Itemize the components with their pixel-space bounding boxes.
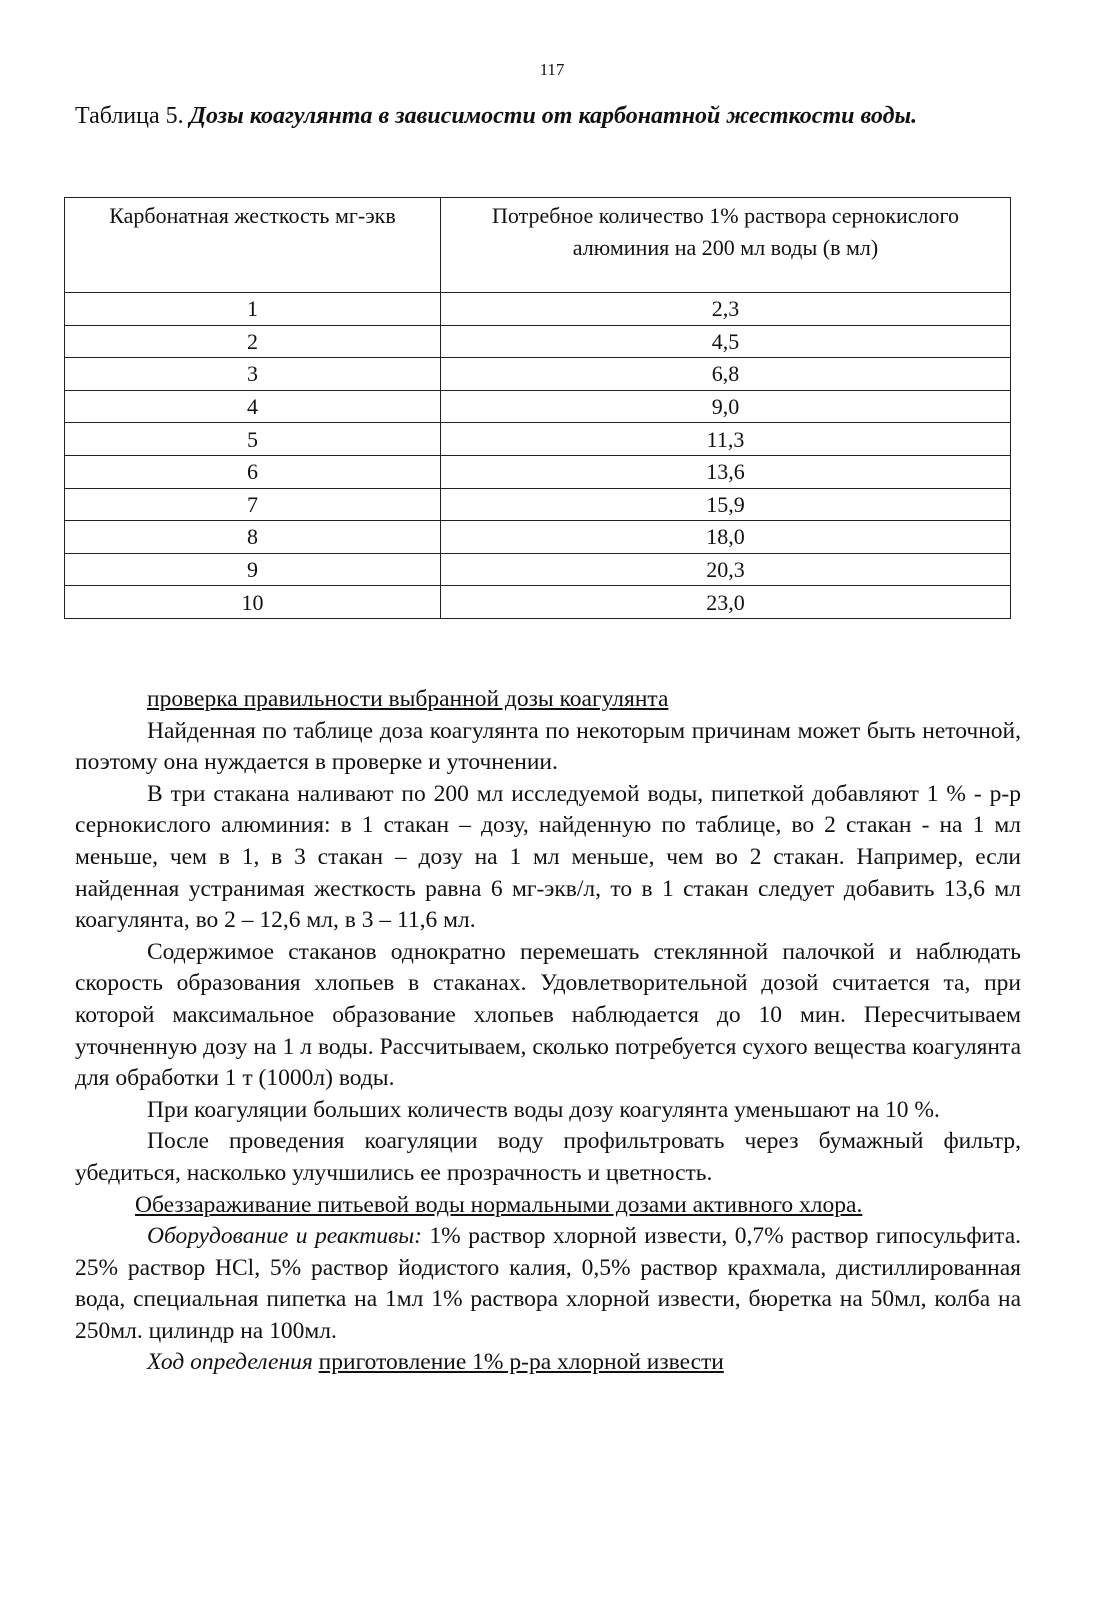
equipment-text: 1% раствор хлорной извести, 0,7% раствор гипосульфита. 25% раствор HCl, 5% раствор йодистого калия, 0,5% раствор крахмала, дистиллированная вода, специальная пипетка на 1мл 1% раствора хлорной извести, бюретка на 50мл, колба на 250мл. цилиндр на 100мл. <box>75 1223 1022 1344</box>
hardness-cell: 9 <box>65 553 441 586</box>
table-row <box>65 325 1011 358</box>
procedure-text: приготовление 1% р-ра хлорной извести <box>318 1349 724 1376</box>
hardness-cell: 7 <box>65 488 441 521</box>
table-row <box>65 423 1011 456</box>
table-row <box>65 358 1011 391</box>
paragraph: Содержимое стаканов однократно перемешать стеклянной палочкой и наблюдать скорость образования хлопьев в стаканах. Удовлетворительной дозой считается та, при которой максимальное образование хлопьев наблюдается до 10 мин. Пересчитываем уточненную дозу на 1 л воды. Рассчитываем, сколько потребуется сухого вещества коагулянта для обработки 1 т (1000л) воды. <box>75 938 1021 1092</box>
body-text <box>75 684 1021 1379</box>
hardness-cell: 1 <box>65 293 441 326</box>
table-caption-title: Дозы коагулянта в зависимости от карбонатной жесткости воды. <box>189 103 918 129</box>
paragraph: В три стакана наливают по 200 мл исследуемой воды, пипеткой добавляют 1 % - р-р сернокислого алюминия: в 1 стакан – дозу, найденную по таблице, во 2 стакан - на 1 мл меньше, чем в 1, в 3 стакан – дозу на 1 мл меньше, чем во 2 стакан. Например, если найденная устранимая жесткость равна 6 мг-экв/л, то в 1 стакан следует добавить 13,6 мл коагулянта, во 2 – 12,6 мл, в 3 – 11,6 мл. <box>75 780 1021 934</box>
section-heading-disinfection: Обеззараживание питьевой воды нормальными дозами активного хлора. <box>135 1191 863 1218</box>
procedure-label: Ход определения <box>147 1349 313 1376</box>
hardness-cell: 6 <box>65 455 441 488</box>
hardness-cell: 5 <box>65 423 441 456</box>
column-header-amount: Потребное количество 1% раствора сернокислого алюминия на 200 мл воды (в мл) <box>441 198 1011 293</box>
table-caption-label: Таблица 5. <box>75 103 184 129</box>
hardness-cell: 4 <box>65 390 441 423</box>
equipment-paragraph <box>75 1221 1021 1347</box>
section-heading-dose-check: проверка правильности выбранной дозы коагулянта <box>147 686 669 712</box>
hardness-cell: 2 <box>65 325 441 358</box>
amount-cell: 23,0 <box>441 586 1011 619</box>
table-row <box>65 553 1011 586</box>
table-row <box>65 586 1011 619</box>
paragraph: При коагуляции больших количеств воды дозу коагулянта уменьшают на 10 %. <box>147 1096 940 1123</box>
table-row <box>65 488 1011 521</box>
paragraph: Найденная по таблице доза коагулянта по некоторым причинам может быть неточной, поэтому она нуждается в проверке и уточнении. <box>75 717 1021 776</box>
paragraph: После проведения коагуляции воду профильтровать через бумажный фильтр, убедиться, насколько улучшились ее прозрачность и цветность. <box>75 1128 1021 1186</box>
table-row <box>65 293 1011 326</box>
table-row <box>65 390 1011 423</box>
column-header-hardness: Карбонатная жесткость мг-экв <box>65 198 441 293</box>
hardness-cell: 3 <box>65 358 441 391</box>
table-header-row <box>65 198 1011 293</box>
amount-cell: 6,8 <box>441 358 1011 391</box>
amount-cell: 15,9 <box>441 488 1011 521</box>
procedure-paragraph <box>75 1347 1021 1379</box>
amount-cell: 20,3 <box>441 553 1011 586</box>
amount-cell: 2,3 <box>441 293 1011 326</box>
amount-cell: 13,6 <box>441 455 1011 488</box>
coagulant-dose-table <box>64 197 1011 619</box>
amount-cell: 18,0 <box>441 521 1011 554</box>
amount-cell: 11,3 <box>441 423 1011 456</box>
equipment-label: Оборудование и реактивы: <box>147 1223 422 1250</box>
table-row <box>65 455 1011 488</box>
hardness-cell: 8 <box>65 521 441 554</box>
hardness-cell: 10 <box>65 586 441 619</box>
table-row <box>65 521 1011 554</box>
page-number: 117 <box>539 60 565 79</box>
amount-cell: 9,0 <box>441 390 1011 423</box>
table-caption <box>75 100 1040 133</box>
amount-cell: 4,5 <box>441 325 1011 358</box>
